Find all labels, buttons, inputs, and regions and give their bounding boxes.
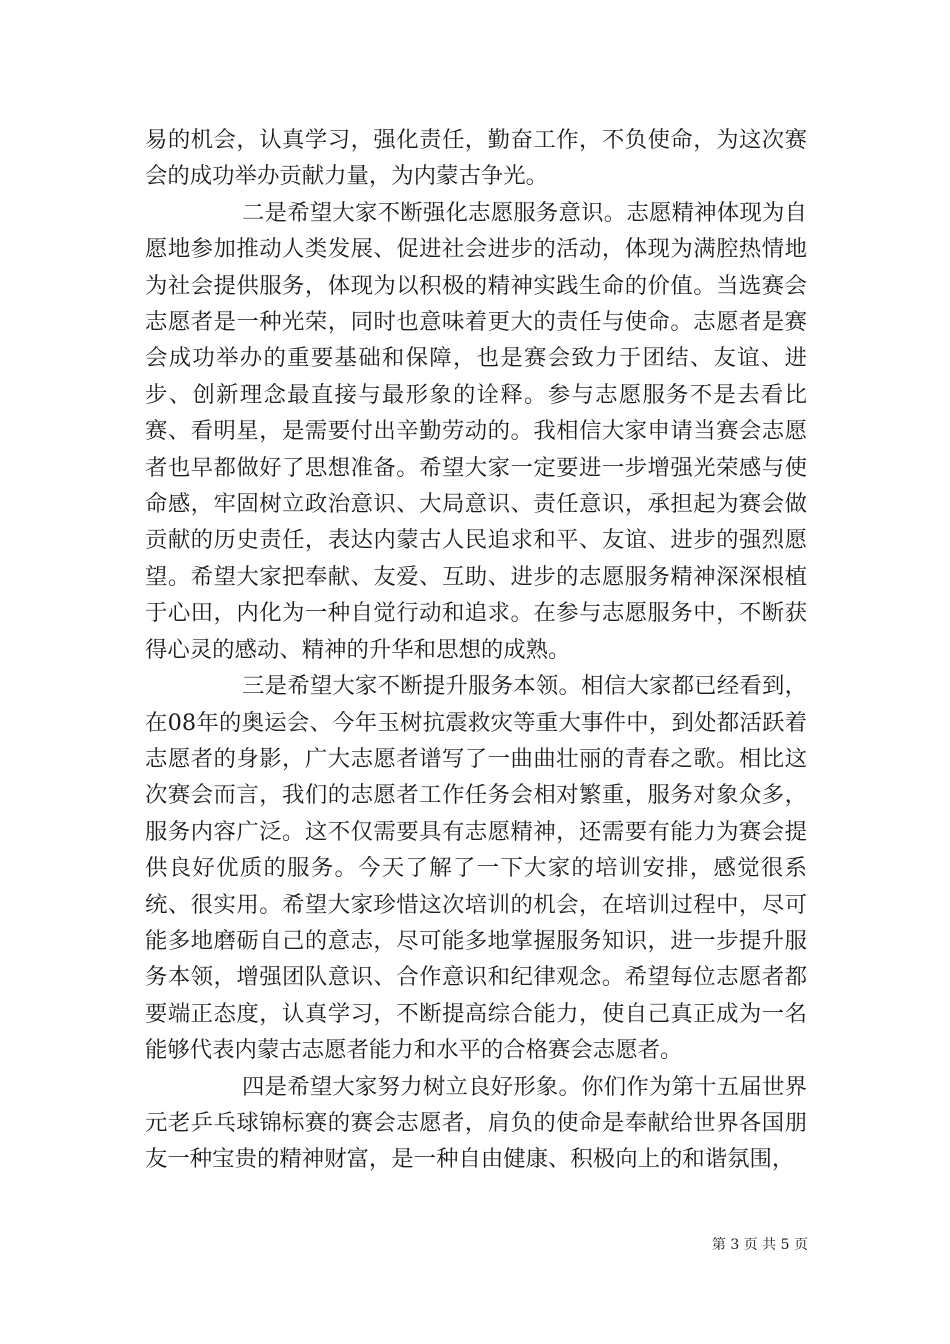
paragraph-good-image: 四是希望大家努力树立良好形象。你们作为第十五届世界元老乒乓球锦标赛的赛会志愿者，肩负的使命是奉献给世界各国朋友一种宝贵的精神财富，是一种自由健康、积极向上的和谐氛围， xyxy=(145,1073,807,1173)
body-text xyxy=(145,122,807,1178)
paragraph-service-skills: 三是希望大家不断提升服务本领。相信大家都已经看到，在08年的奥运会、今年玉树抗震救灾等重大事件中，到处都活跃着志愿者的身影，广大志愿者谱写了一曲曲壮丽的青春之歌。相比这次赛会而言，我们的志愿者工作任务会相对繁重，服务对象众多，服务内容广泛。这不仅需要具有志愿精神，还需要有能力为赛会提供良好优质的服务。今天了解了一下大家的培训安排，感觉很系统、很实用。希望大家珍惜这次培训的机会，在培训过程中，尽可能多地磨砺自己的意志，尽可能多地掌握服务知识，进一步提升服务本领，增强团队意识、合作意识和纪律观念。希望每位志愿者都要端正态度，认真学习，不断提高综合能力，使自己真正成为一名能够代表内蒙古志愿者能力和水平的合格赛会志愿者。 xyxy=(145,673,807,1064)
paragraph-volunteer-awareness: 二是希望大家不断强化志愿服务意识。志愿精神体现为自愿地参加推动人类发展、促进社会进步的活动，体现为满腔热情地为社会提供服务，体现为以积极的精神实践生命的价值。当选赛会志愿者是一种光荣，同时也意味着更大的责任与使命。志愿者是赛会成功举办的重要基础和保障，也是赛会致力于团结、友谊、进步、创新理念最直接与最形象的诠释。参与志愿服务不是去看比赛、看明星，是需要付出辛勤劳动的。我相信大家申请当赛会志愿者也早都做好了思想准备。希望大家一定要进一步增强光荣感与使命感，牢固树立政治意识、大局意识、责任意识，承担起为赛会做贡献的历史责任，表达内蒙古人民追求和平、友谊、进步的强烈愿望。希望大家把奉献、友爱、互助、进步的志愿服务精神深深根植于心田，内化为一种自觉行动和追求。在参与志愿服务中，不断获得心灵的感动、精神的升华和思想的成熟。 xyxy=(145,199,807,663)
paragraph-continuation: 易的机会，认真学习，强化责任，勤奋工作，不负使命，为这次赛会的成功举办贡献力量，为内蒙古争光。 xyxy=(145,127,807,190)
page-number: 第 3 页 共 5 页 xyxy=(711,1237,808,1253)
